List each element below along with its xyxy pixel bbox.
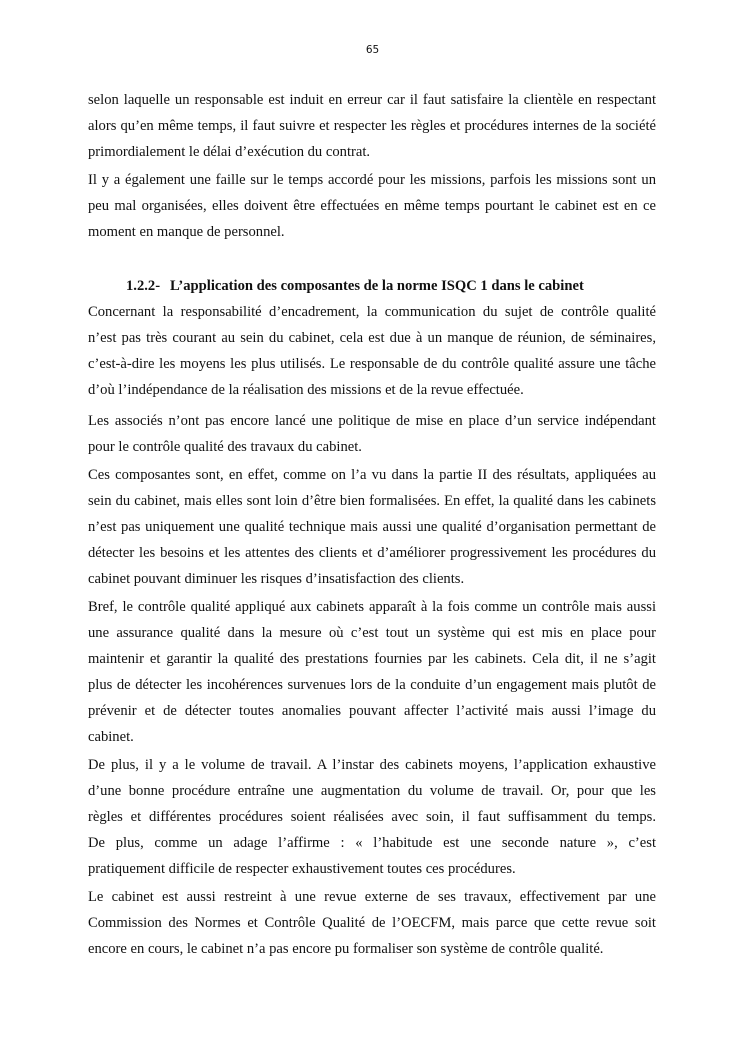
text-line: prévenir et de détecter toutes anomalies pouvant affecter l’activité mais aussi l’image du	[88, 703, 656, 719]
paragraph	[88, 299, 656, 403]
paragraph	[88, 752, 656, 882]
text-line: De plus, comme un adage l’affirme : « l’habitude est une seconde nature », c’est	[88, 835, 656, 851]
text-line: n’est pas très courant au sein du cabinet, cela est due à un manque de réunion, de séminaires,	[88, 330, 656, 346]
text-line: alors qu’en même temps, il faut suivre et respecter les règles et procédures internes de la société	[88, 118, 656, 134]
text-line: maintenir et garantir la qualité des prestations fournies par les cabinets. Cela dit, il ne s’agit	[88, 651, 656, 667]
text-line: n’est pas uniquement une qualité technique mais aussi une qualité d’organisation permettant de	[88, 519, 656, 535]
section-title: L’application des composantes de la norme ISQC 1 dans le cabinet	[170, 278, 584, 294]
text-line: Il y a également une faille sur le temps accordé pour les missions, parfois les missions sont un	[88, 172, 656, 188]
text-line: Ces composantes sont, en effet, comme on l’a vu dans la partie II des résultats, appliquées au	[88, 467, 656, 483]
text-line: peu mal organisées, elles doivent être effectuées en même temps pourtant le cabinet est en ce	[88, 198, 656, 214]
paragraphs-after-heading	[88, 299, 656, 962]
text-line: plus de détecter les incohérences survenues lors de la conduite d’un engagement mais plutôt de	[88, 677, 656, 693]
text-line: Les associés n’ont pas encore lancé une politique de mise en place d’un service indépendant	[88, 413, 656, 429]
paragraphs-before-heading	[88, 87, 656, 245]
document-body	[88, 87, 656, 962]
text-line: Le cabinet est aussi restreint à une revue externe de ses travaux, effectivement par une	[88, 889, 656, 905]
text-line: pratiquement difficile de respecter exhaustivement toutes ces procédures.	[88, 861, 516, 877]
paragraph	[88, 462, 656, 592]
text-line: encore en cours, le cabinet n’a pas encore pu formaliser son système de contrôle qualité.	[88, 941, 604, 957]
text-line: d’une bonne procédure entraîne une augmentation du volume de travail. Or, pour que les	[88, 783, 656, 799]
text-line: pour le contrôle qualité des travaux du cabinet.	[88, 439, 362, 455]
text-line: selon laquelle un responsable est induit en erreur car il faut satisfaire la clientèle en respectant	[88, 92, 656, 108]
text-line: Concernant la responsabilité d’encadrement, la communication du sujet de contrôle qualité	[88, 304, 656, 320]
text-line: cabinet.	[88, 729, 134, 745]
text-line: primordialement le délai d’exécution du contrat.	[88, 144, 371, 160]
paragraph	[88, 408, 656, 460]
text-line: Commission des Normes et Contrôle Qualité de l’OECFM, mais parce que cette revue soit	[88, 915, 656, 931]
text-line: sein du cabinet, mais elles sont loin d’être bien formalisées. En effet, la qualité dans les cabinets	[88, 493, 656, 509]
text-line: cabinet pouvant diminuer les risques d’insatisfaction des clients.	[88, 571, 465, 587]
text-line: De plus, il y a le volume de travail. A l’instar des cabinets moyens, l’application exhaustive	[88, 757, 656, 773]
paragraph	[88, 884, 656, 962]
text-line: d’où l’indépendance de la réalisation des missions et de la revue effectuée.	[88, 382, 524, 398]
paragraph	[88, 594, 656, 750]
text-line: une assurance qualité dans la mesure où c’est tout un système qui est mis en place pour	[88, 625, 656, 641]
text-line: c’est-à-dire les moyens les plus utilisés. Le responsable de du contrôle qualité assure une tâche	[88, 356, 656, 372]
section-heading	[88, 273, 656, 299]
paragraph	[88, 167, 656, 245]
text-line: Bref, le contrôle qualité appliqué aux cabinets apparaît à la fois comme un contrôle mais aussi	[88, 599, 656, 615]
text-line: règles et différentes procédures soient réalisées avec soin, il faut suffisamment du temps.	[88, 809, 656, 825]
paragraph	[88, 87, 656, 165]
text-line: moment en manque de personnel.	[88, 224, 285, 240]
section-number: 1.2.2-	[126, 278, 161, 294]
page-number: 65	[365, 44, 380, 56]
text-line: détecter les besoins et les attentes des clients et d’améliorer progressivement les procédures du	[88, 545, 656, 561]
